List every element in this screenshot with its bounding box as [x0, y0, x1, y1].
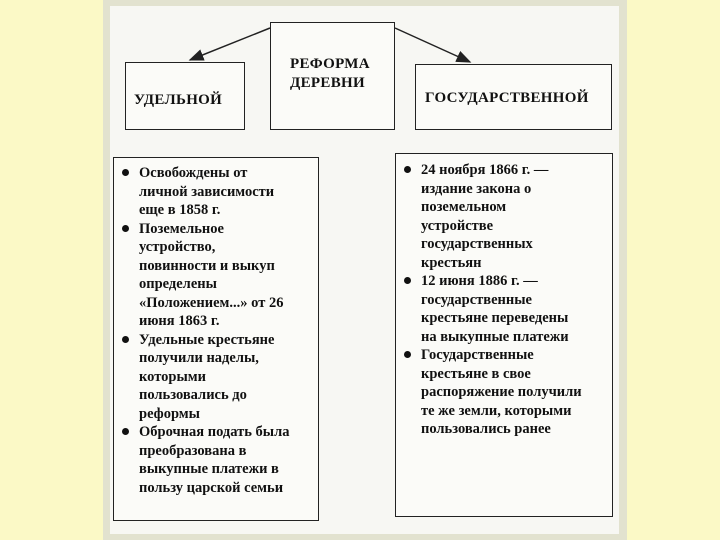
right-item-list	[399, 161, 582, 439]
list-item	[117, 164, 290, 220]
bullet-icon	[404, 166, 411, 173]
bullet-icon	[122, 169, 129, 176]
list-item	[117, 220, 290, 331]
list-item	[399, 272, 582, 346]
list-item	[117, 331, 290, 424]
right-column-box	[395, 153, 613, 517]
arrow-to-right	[395, 28, 470, 62]
arrow-to-left	[190, 28, 270, 60]
list-item-text: 24 ноября 1866 г. — издание закона о поземельном устройстве государственных крестьян	[421, 162, 549, 271]
center-title: РЕФОРМА ДЕРЕВНИ	[290, 56, 370, 91]
list-item-text: Освобождены от личной зависимости еще в 1858 г.	[139, 165, 275, 218]
left-item-list	[117, 164, 290, 497]
left-title: УДЕЛЬНОЙ	[134, 92, 223, 108]
left-box	[125, 62, 245, 130]
bullet-icon	[122, 336, 129, 343]
right-box	[415, 64, 612, 130]
list-item	[399, 346, 582, 439]
list-item-text: Государственные крестьяне в свое распоряжение получили те же земли, которыми пользовались ранее	[421, 347, 582, 437]
bullet-icon	[404, 277, 411, 284]
list-item	[399, 161, 582, 272]
bullet-icon	[122, 428, 129, 435]
list-item	[117, 423, 290, 497]
list-item-text: Поземельное устройство, повинности и выкуп определены «Положением...» от 26 июня 1863 г.	[139, 220, 284, 329]
left-column-box	[113, 157, 319, 521]
center-box	[270, 22, 395, 130]
list-item-text: Удельные крестьяне получили наделы, которыми пользовались до реформы	[139, 331, 275, 422]
bullet-icon	[122, 225, 129, 232]
bullet-icon	[404, 351, 411, 358]
list-item-text: Оброчная подать была преобразована в выкупные платежи в пользу царской семьи	[139, 424, 290, 496]
right-title: ГОСУДАРСТВЕННОЙ	[425, 90, 589, 106]
list-item-text: 12 июня 1886 г. — государственные крестьяне переведены на выкупные платежи	[421, 273, 569, 345]
